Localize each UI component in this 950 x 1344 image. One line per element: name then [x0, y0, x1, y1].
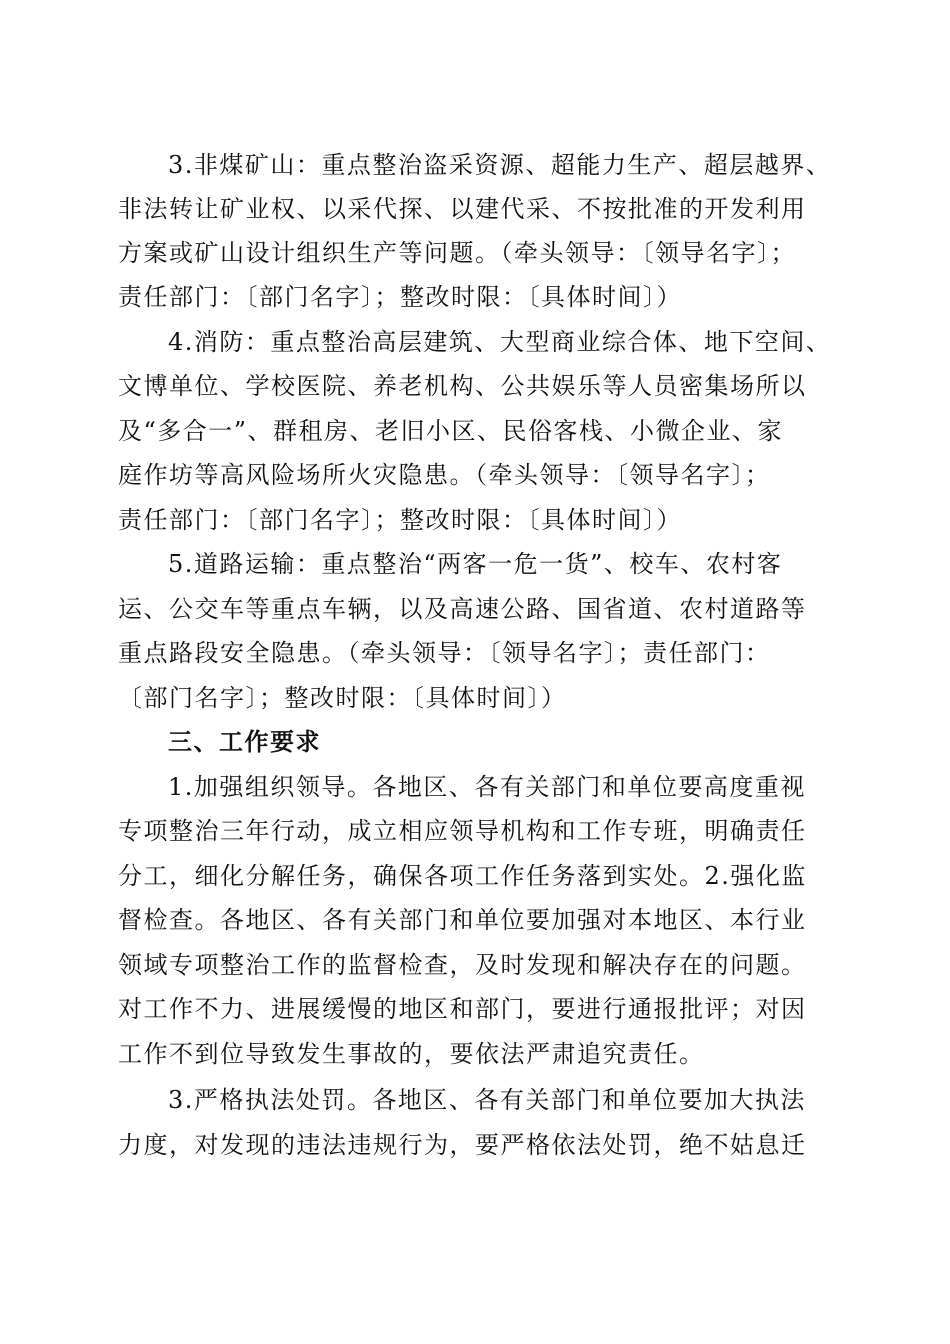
- text-line: 督检查。各地区、各有关部门和单位要加强对本地区、本行业: [118, 906, 807, 934]
- text-line: 工作不到位导致发生事故的，要依法严肃追究责任。: [118, 1040, 705, 1068]
- text-line: 责任部门：〔部门名字〕；整改时限：〔具体时间〕）: [118, 283, 682, 311]
- text-line: 方案或矿山设计组织生产等问题。（牵头领导：〔领导名字〕；: [118, 239, 796, 267]
- text-line: 文博单位、学校医院、养老机构、公共娱乐等人员密集场所以: [118, 372, 807, 400]
- text-line: 5.道路运输：重点整治“两客一危一货”、校车、农村客: [168, 550, 783, 578]
- text-line: 重点路段安全隐患。（牵头领导：〔领导名字〕；责任部门：: [118, 639, 771, 667]
- text-line: 分工，细化分解任务，确保各项工作任务落到实处。2.强化监: [118, 862, 807, 890]
- text-line: 1.加强组织领导。各地区、各有关部门和单位要高度重视: [168, 773, 806, 801]
- text-line: 力度，对发现的违法违规行为，要严格依法处罚，绝不姑息迁: [118, 1131, 807, 1159]
- text-line: 运、公交车等重点车辆，以及高速公路、国省道、农村道路等: [118, 595, 807, 623]
- text-line: 〔部门名字〕；整改时限：〔具体时间〕）: [118, 684, 567, 712]
- text-line: 及“多合一”、群租房、老旧小区、民俗客栈、小微企业、家: [118, 417, 784, 445]
- section-heading: 三、工作要求: [168, 728, 321, 756]
- text-line: 3.非煤矿山：重点整治盗采资源、超能力生产、超层越界、: [168, 151, 832, 179]
- text-line: 领域专项整治工作的监督检查，及时发现和解决存在的问题。: [118, 951, 807, 979]
- text-line: 对工作不力、进展缓慢的地区和部门，要进行通报批评；对因: [118, 995, 807, 1023]
- text-line: 专项整治三年行动，成立相应领导机构和工作专班，明确责任: [118, 817, 807, 845]
- text-line: 非法转让矿业权、以采代探、以建代采、不按批准的开发利用: [118, 195, 807, 223]
- text-line: 庭作坊等高风险场所火灾隐患。（牵头领导：〔领导名字〕；: [118, 461, 771, 489]
- text-line: 4.消防：重点整治高层建筑、大型商业综合体、地下空间、: [168, 328, 832, 356]
- text-line: 责任部门：〔部门名字〕；整改时限：〔具体时间〕）: [118, 506, 682, 534]
- text-line: 3.严格执法处罚。各地区、各有关部门和单位要加大执法: [168, 1086, 806, 1114]
